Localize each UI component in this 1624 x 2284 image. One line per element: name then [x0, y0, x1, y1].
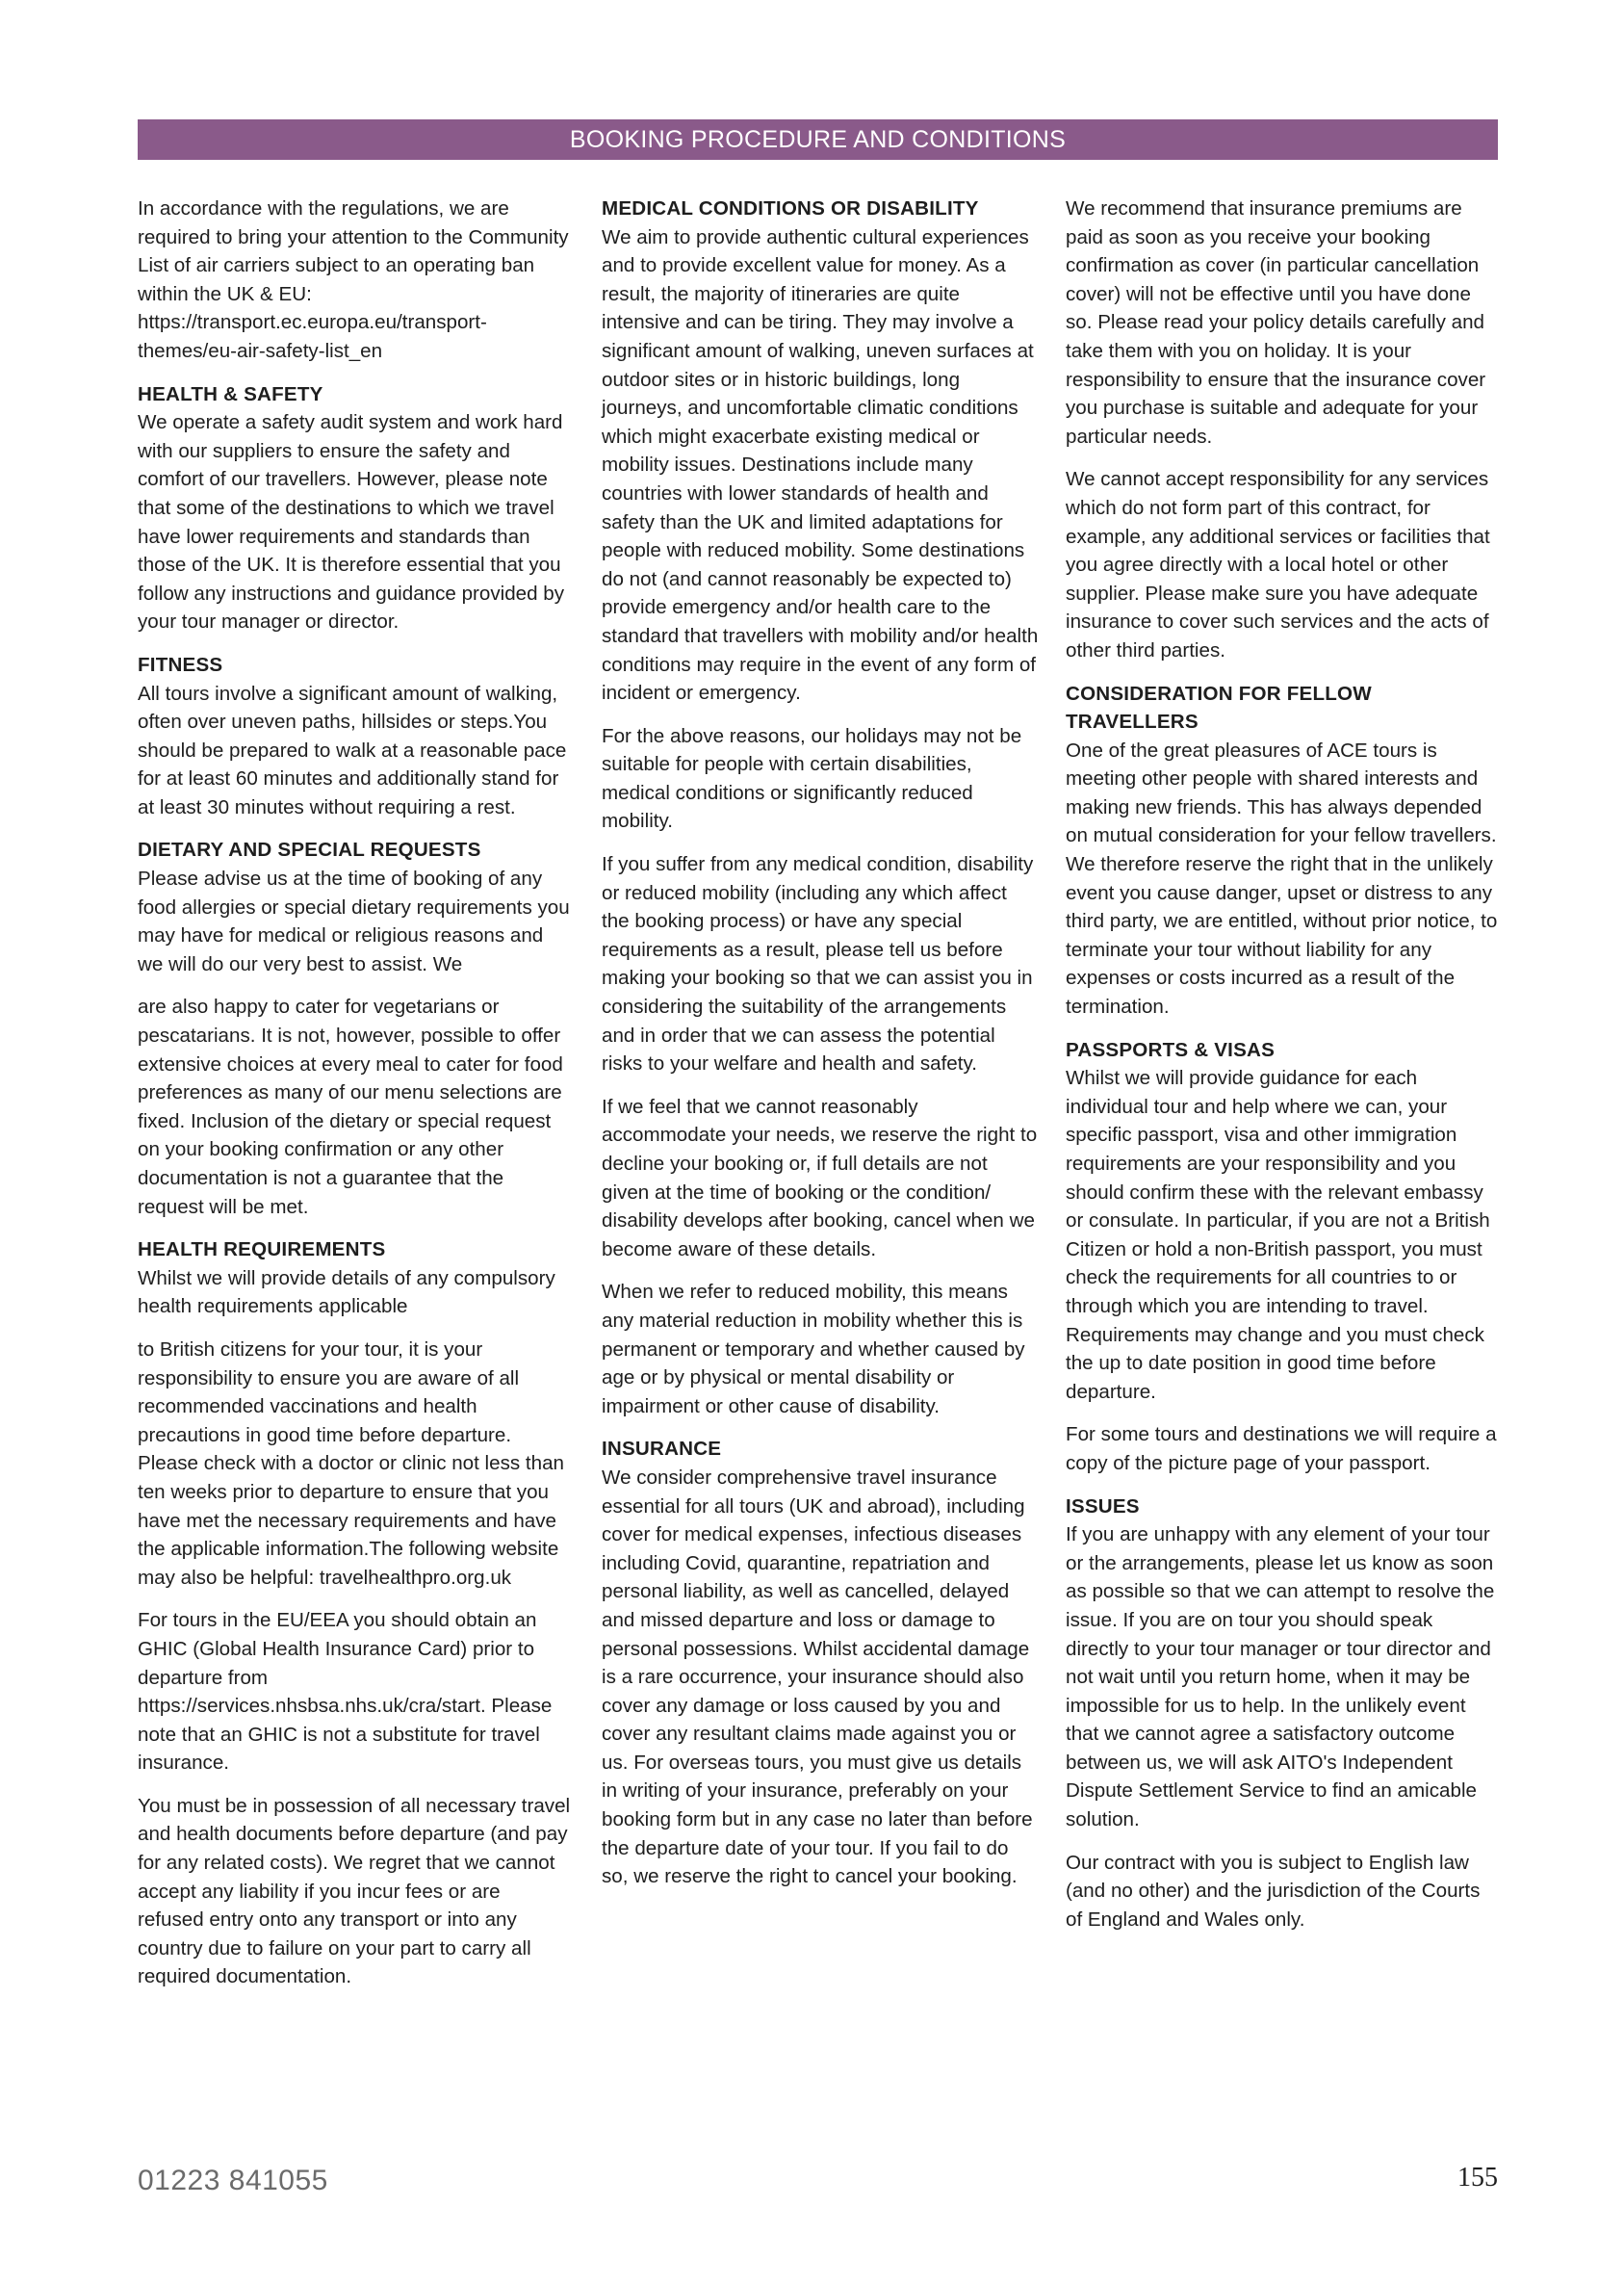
medical-paragraph-2: For the above reasons, our holidays may not be suitable for people with certain disabilities, medical conditions or significantly reduced mobility.: [602, 724, 1022, 833]
medical-paragraph-1: We aim to provide authentic cultural experiences and to provide excellent value for money. As a result, the majority of itineraries are quite intensive and can be tiring. They may involve a significant amount of walking, uneven surfaces at outdoor sites or in historic buildings, long journeys, and uncomfortable climatic conditions which might exacerbate existing medical or mobility issues. Destinations include many countries with lower standards of health and safety than the UK and limited adaptations for people with reduced mobility. Some destinations do not (and cannot reasonably be expected to) provide emergency and/or health care to the standard that travellers with mobility and/or health conditions may require in the event of any form of incident or emergency.: [602, 225, 1039, 705]
insurance-paragraph-2: We recommend that insurance premiums are paid as soon as you receive your booking confirmation as cover (in particular cancellation cover) will not be effective until you have done so. Please read your policy details carefully and take them with you on holiday. It is your responsibility to ensure that the insurance cover you purchase is suitable and adequate for your particular needs.: [1066, 197, 1486, 448]
footer-phone-number: 01223 841055: [138, 2165, 328, 2196]
column-middle: [602, 195, 1040, 1906]
law-paragraph: Our contract with you is subject to English law (and no other) and the jurisdiction of the Courts of England and Wales only.: [1066, 1851, 1481, 1931]
page-number: 155: [1457, 2163, 1498, 2193]
medical-heading: MEDICAL CONDITIONS OR DISABILITY: [602, 197, 979, 220]
passports-paragraph-2: For some tours and destinations we will require a copy of the picture page of your passport.: [1066, 1423, 1497, 1474]
ghic-paragraph: For tours in the EU/EEA you should obtain an GHIC (Global Health Insurance Card) prior to departure from https://services.nhsbsa.nhs.uk/cra/start. Please note that an GHIC is not a substitute for travel insurance.: [138, 1609, 553, 1775]
consideration-paragraph: One of the great pleasures of ACE tours is meeting other people with shared interests and making new friends. This has always depended on mutual consideration for your fellow travellers. We therefore reserve the right that in the unlikely event you cause danger, upset or distress to any third party, we are entitled, without prior notice, to terminate your tour without liability for any expenses or costs incurred as a result of the termination.: [1066, 739, 1498, 1019]
fitness-heading: FITNESS: [138, 653, 223, 676]
health-safety-heading: HEALTH & SAFETY: [138, 382, 323, 405]
issues-heading: ISSUES: [1066, 1494, 1140, 1518]
insurance-heading: INSURANCE: [602, 1438, 722, 1461]
intro-paragraph: In accordance with the regulations, we are required to bring your attention to the Community List of air carriers subject to an operating ban within the UK & EU: https://transport.ec.europa.eu/transport-themes/eu-air-safety-list_en: [138, 197, 569, 362]
dietary-paragraph-2: are also happy to cater for vegetarians or pescatarians. It is not, however, possible to offer extensive choices at every meal to cater for food preferences as many of our menu selections are fixed. Inclusion of the dietary or special request on your booking confirmation or any other documentation is not a guarantee that the request will be met.: [138, 996, 563, 1218]
passports-paragraph: Whilst we will provide guidance for each individual tour and help where we can, your specific passport, visa and other immigration requirements are your responsibility and you should confirm these with the relevant embassy or consulate. In particular, if you are not a British Citizen or hold a non-British passport, you must check the requirements for all countries to or through which you are intending to travel. Requirements may change and you must check the up to date position in good time before departure.: [1066, 1067, 1490, 1403]
passports-heading: PASSPORTS & VISAS: [1066, 1038, 1276, 1061]
dietary-paragraph-1: Please advise us at the time of booking of any food allergies or special dietary requirements you may have for medical or religious reasons and we will do our very best to assist. We: [138, 868, 570, 975]
health-requirements-heading: HEALTH REQUIREMENTS: [138, 1238, 386, 1261]
fitness-paragraph: All tours involve a significant amount of walking, often over uneven paths, hillsides or steps.You should be prepared to walk at a reasonable pace for at least 60 minutes and additionally stand for at least 30 minutes without requiring a rest.: [138, 682, 567, 818]
insurance-paragraph: We consider comprehensive travel insurance essential for all tours (UK and abroad), including cover for medical expenses, infectious diseases including Covid, quarantine, repatriation and personal liability, as well as cancelled, delayed and missed departure and loss or damage to personal possessions. Whilst accidental damage is a rare occurrence, your insurance should also cover any damage or loss caused by you and cover any resultant claims made against you or us. For overseas tours, you must give us details in writing of your insurance, preferably on your booking form but in any case no later than before the departure date of your tour. If you fail to do so, we reserve the right to cancel your booking.: [602, 1466, 1033, 1888]
medical-paragraph-5: When we refer to reduced mobility, this means any material reduction in mobility whether this is permanent or temporary and whether caused by age or by physical or mental disability or impairment or other cause of disability.: [602, 1281, 1025, 1417]
dietary-heading: DIETARY AND SPECIAL REQUESTS: [138, 839, 481, 862]
health-safety-paragraph: We operate a safety audit system and work hard with our suppliers to ensure the safety and comfort of our travellers. However, please note that some of the destinations to which we travel have lower requirements and standards than those of the UK. It is therefore essential that you follow any instructions and guidance provided by your tour manager or director.: [138, 411, 565, 634]
medical-paragraph-4: If we feel that we cannot reasonably accommodate your needs, we reserve the right to decline your booking or, if full details are not given at the time of booking or the condition/ disability develops after booking, cancel when we become aware of these details.: [602, 1095, 1038, 1260]
issues-paragraph: If you are unhappy with any element of your tour or the arrangements, please let us know as soon as possible so that we can attempt to resolve the issue. If you are on tour you should speak directly to your tour manager or tour director and not wait until you return home, when it may be impossible for us to help. In the unlikely event that we cannot agree a satisfactory outcome between us, we will ask AITO's Independent Dispute Settlement Service to find an amicable solution.: [1066, 1523, 1495, 1831]
medical-paragraph-3: If you suffer from any medical condition, disability or reduced mobility (including any which affect the booking process) or have any special requirements as a result, please tell us before making your booking so that we can assist you in considering the suitability of the arrangements and in order that we can assess the potential risks to your welfare and health and safety.: [602, 853, 1034, 1076]
insurance-paragraph-3: We cannot accept responsibility for any services which do not form part of this contract, for example, any additional services or facilities that you agree directly with a local hotel or other supplier. Please make sure you have adequate insurance to cover such services and the acts of other third parties.: [1066, 468, 1490, 662]
health-requirements-paragraph-2: to British citizens for your tour, it is your responsibility to ensure you are aware of all recommended vaccinations and health precautions in good time before departure. Please check with a doctor or clinic not less than ten weeks prior to departure to ensure that you have met the necessary requirements and have the applicable information.The following website may also be helpful: travelhealthpro.org.uk: [138, 1337, 564, 1589]
consideration-heading: CONSIDERATION FOR FELLOW TRAVELLERS: [1066, 682, 1372, 734]
column-left: [138, 195, 571, 2006]
documents-paragraph: You must be in possession of all necessary travel and health documents before departure (and pay for any related costs). We regret that we cannot accept any liability if you incur fees or are refused entry onto any transport or into any country due to failure on your part to carry all required documentation.: [138, 1794, 571, 1988]
section-banner: BOOKING PROCEDURE AND CONDITIONS: [138, 119, 1498, 160]
health-requirements-paragraph-1: Whilst we will provide details of any compulsory health requirements applicable: [138, 1266, 555, 1318]
column-right: [1066, 195, 1501, 1948]
